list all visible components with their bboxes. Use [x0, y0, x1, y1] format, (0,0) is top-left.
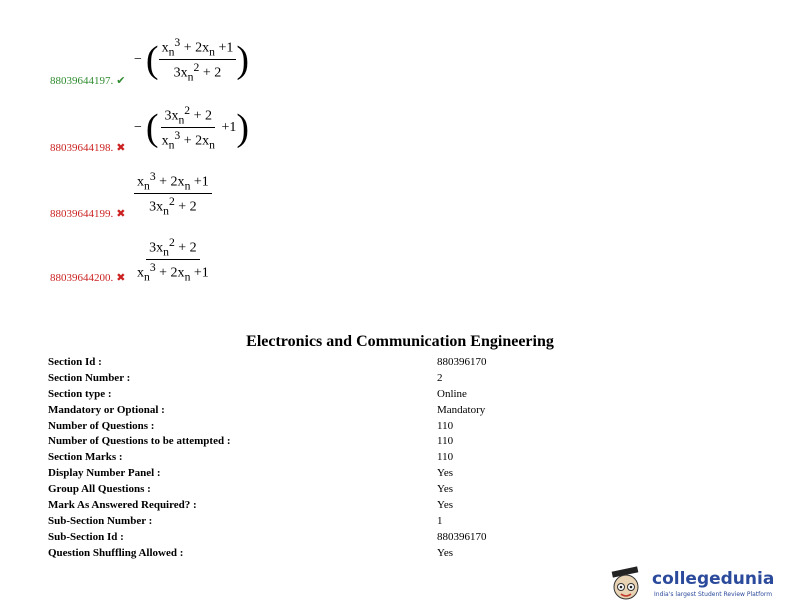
option-1-id: 88039644197. ✔ [50, 75, 126, 87]
collegedunia-logo[interactable] [606, 565, 788, 605]
check-icon: ✔ [116, 75, 126, 87]
detail-row: Display Number Panel : Yes [48, 467, 454, 480]
logo-name: collegedunia [652, 569, 775, 589]
option-2-id: 88039644198. ✖ [50, 142, 126, 154]
detail-row: Section Id : 880396170 [48, 356, 487, 368]
option-3-id: 88039644199. ✖ [50, 208, 126, 220]
cross-icon: ✖ [116, 142, 126, 154]
logo-tagline: India's largest Student Review Platform [654, 591, 773, 598]
cross-icon: ✖ [116, 208, 126, 220]
detail-row: Sub-Section Id : 880396170 [48, 530, 487, 543]
mascot-icon [606, 565, 652, 605]
detail-row: Section Marks : 110 [48, 451, 454, 464]
section-title: Electronics and Communication Engineering [246, 333, 554, 350]
option-2-formula: − ( $\frac{3x_n^2 + 2}{x_n^3 + 2x_n}$ +1) [134, 104, 250, 152]
option-4-formula: $\frac{3x_n^2 + 2}{x_n^3 + 2x_n +1}$ [137, 236, 209, 284]
detail-row: Group All Questions : Yes [48, 483, 454, 496]
option-1-formula: − ( $\frac{x_n^3 + 2x_n +1}{3x_n^2 + 2}$ ) [134, 36, 250, 84]
detail-row: Mark As Answered Required? : Yes [48, 499, 454, 512]
detail-row: Sub-Section Number : 1 [48, 514, 443, 527]
detail-row: Section type : Online [48, 387, 467, 400]
detail-row: Question Shuffling Allowed : Yes [48, 546, 454, 559]
section-details [48, 356, 748, 563]
detail-row: Section Number : 2 [48, 371, 443, 384]
detail-row: Number of Questions : 110 [48, 419, 454, 432]
detail-row: Number of Questions to be attempted : 110 [48, 435, 454, 448]
option-4-id: 88039644200. ✖ [50, 272, 126, 284]
detail-row: Mandatory or Optional : Mandatory [48, 403, 486, 416]
cross-icon: ✖ [116, 272, 126, 284]
option-3-formula: $\frac{x_n^3 + 2x_n +1}{3x_n^2 + 2}$ [134, 170, 212, 218]
